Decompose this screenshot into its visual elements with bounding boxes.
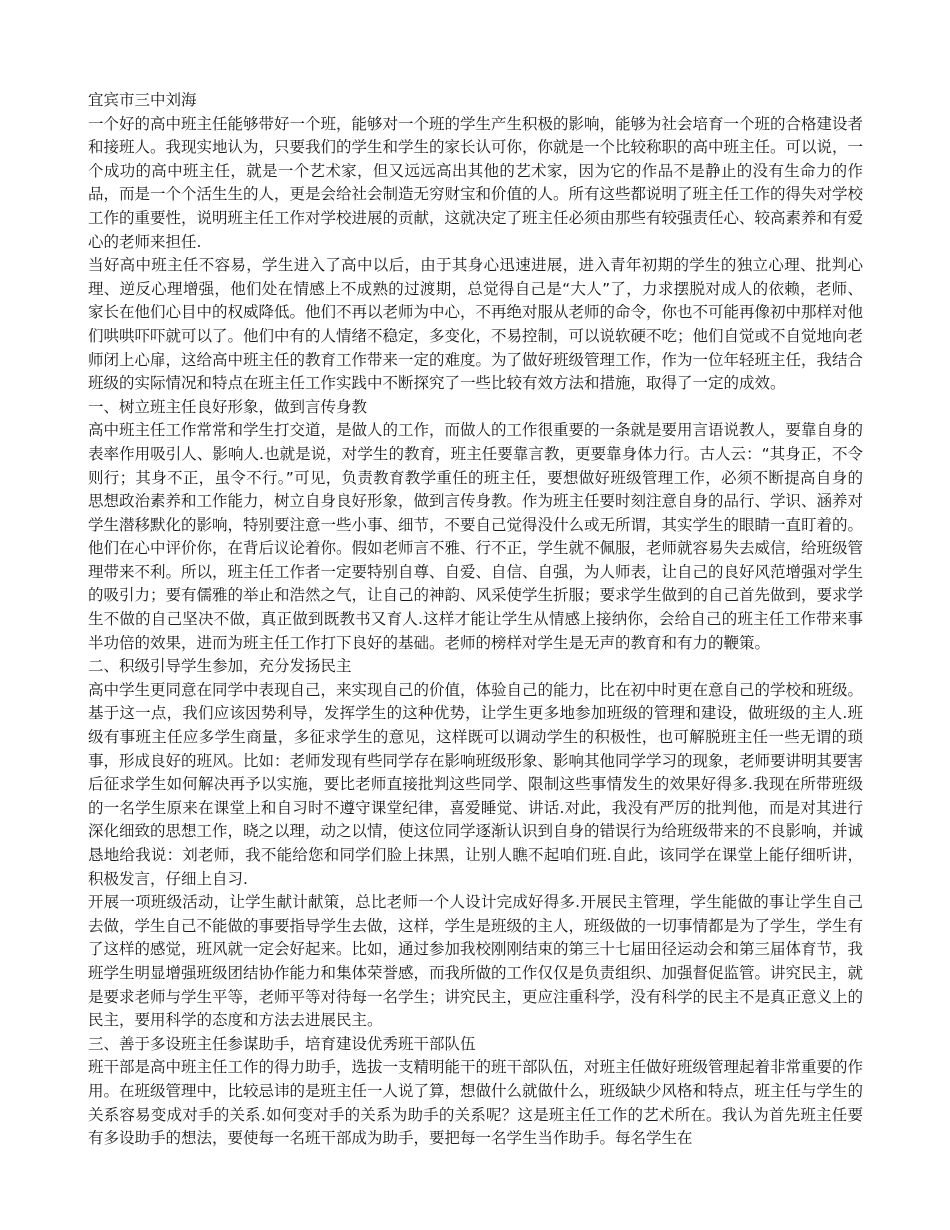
paragraph: 高中班主任工作常常和学生打交道，是做人的工作，而做人的工作很重要的一条就是要用言语说教人，要靠自身的表率作用吸引人、影响人.也就是说，对学生的教育，班主任要靠言教，更要靠身体力行。古人云：“其身正，不令则行；其身不正，虽令不行。”可见，负责教育教学重任的班主任，要想做好班级管理工作，必须不断提高自身的思想政治素养和工作能力，树立自身良好形象，做到言传身教。作为班主任要时刻注意自身的品行、学识、涵养对学生潜移默化的影响，特别要注意一些小事、细节，不要自己觉得没什么或无所谓，其实学生的眼睛一直盯着的。他们在心中评价你，在背后议论着你。假如老师言不雅、行不正，学生就不佩服，老师就容易失去威信，给班级管理带来不利。所以，班主任工作者一定要特别自尊、自爱、自信、自强，为人师表，让自己的良好风范增强对学生的吸引力；要有儒雅的举止和浩然之气，让自己的神韵、风采使学生折服；要求学生做到的自己首先做到，要求学生不做的自己坚决不做，真正做到既教书又育人.这样才能让学生从情感上接纳你，会给自己的班主任工作带来事半功倍的效果，进而为班主任工作打下良好的基础。老师的榜样对学生是无声的教育和有力的鞭策。	[88, 421, 864, 652]
paragraph: 高中学生更同意在同学中表现自己，来实现自己的价值，体验自己的能力，比在初中时更在意自己的学校和班级。基于这一点，我们应该因势利导，发挥学生的这种优势，让学生更多地参加班级的管理和建设，做班级的主人.班级有事班主任应多学生商量，多征求学生的意见，这样既可以调动学生的积极性，也可解脱班主任一些无谓的琐事，形成良好的班风。比如：老师发现有些同学存在影响班级形象、影响其他同学学习的现象，老师要讲明其要害后征求学生如何解决再予以实施，要比老师直接批判这些同学、限制这些事情发生的效果好得多.我现在所带班级的一名学生原来在课堂上和自习时不遵守课堂纪律，喜爱睡觉、讲话.对此，我没有严厉的批判他，而是对其进行深化细致的思想工作，晓之以理，动之以情，使这位同学逐渐认识到自身的错误行为给班级带来的不良影响，并诚恳地给我说：刘老师，我不能给您和同学们脸上抹黑，让别人瞧不起咱们班.自此，该同学在课堂上能仔细听讲，积极发言，仔细上自习.	[88, 680, 864, 888]
section-heading: 三、善于多设班主任参谋助手，培育建设优秀班干部队伍	[88, 1034, 476, 1053]
paragraph: 开展一项班级活动，让学生献计献策，总比老师一个人设计完成好得多.开展民主管理，学生能做的事让学生自己去做，学生自己不能做的事要指导学生去做，这样，学生是班级的主人，班级做的一切事情都是为了学生，学生有了这样的感觉，班风就一定会好起来。比如，通过参加我校刚刚结束的第三十七届田径运动会和第三届体育节，我班学生明显增强班级团结协作能力和集体荣誉感，而我所做的工作仅仅是负责组织、加强督促监管。讲究民主，就是要求老师与学生平等，老师平等对待每一名学生；讲究民主，更应注重科学，没有科学的民主不是真正意义上的民主，要用科学的态度和方法去进展民主。	[88, 893, 864, 1030]
paragraph: 一个好的高中班主任能够带好一个班，能够对一个班的学生产生积极的影响，能够为社会培育一个班的合格建设者和接班人。我现实地认为，只要我们的学生和学生的家长认可你，你就是一个比较称职的高中班主任。可以说，一个成功的高中班主任，就是一个艺术家，但又远远高出其他的艺术家，因为它的作品不是静止的没有生命力的作品，而是一个个活生生的人，更是会给社会制造无穷财宝和价值的人。所有这些都说明了班主任工作的得失对学校工作的重要性，说明班主任工作对学校进展的贡献，这就决定了班主任必须由那些有较强责任心、较高素养和有爱心的老师来担任.	[88, 114, 864, 251]
paragraph: 班干部是高中班主任工作的得力助手，选拔一支精明能干的班干部队伍，对班主任做好班级管理起着非常重要的作用。在班级管理中，比较忌讳的是班主任一人说了算，想做什么就做什么，班级缺少风格和特点，班主任与学生的关系容易变成对手的关系.如何变对手的关系为助手的关系呢？这是班主任工作的艺术所在。我认为首先班主任要有多设助手的想法，要使每一名班干部成为助手，要把每一名学生当作助手。每名学生在	[88, 1058, 864, 1148]
paragraph: 当好高中班主任不容易，学生进入了高中以后，由于其身心迅速进展，进入青年初期的学生的独立心理、批判心理、逆反心理增强，他们处在情感上不成熟的过渡期，总觉得自己是“大人”了，力求摆脱对成人的依赖，老师、家长在他们心目中的权威降低。他们不再以老师为中心，不再绝对服从老师的命令，你也不可能再像初中那样对他们哄哄吓吓就可以了。他们中有的人情绪不稳定，多变化，不易控制，可以说软硬不吃；他们自觉或不自觉地向老师闭上心扉，这给高中班主任的教育工作带来一定的难度。为了做好班级管理工作，作为一位年轻班主任，我结合班级的实际情况和特点在班主任工作实践中不断探究了一些比较有效方法和措施，取得了一定的成效。	[88, 256, 864, 393]
document-page	[88, 89, 863, 1151]
section-heading: 二、积级引导学生参加，充分发扬民主	[88, 657, 352, 676]
author-line: 宜宾市三中刘海	[88, 91, 197, 109]
section-heading: 一、树立班主任良好形象，做到言传身教	[88, 397, 368, 416]
